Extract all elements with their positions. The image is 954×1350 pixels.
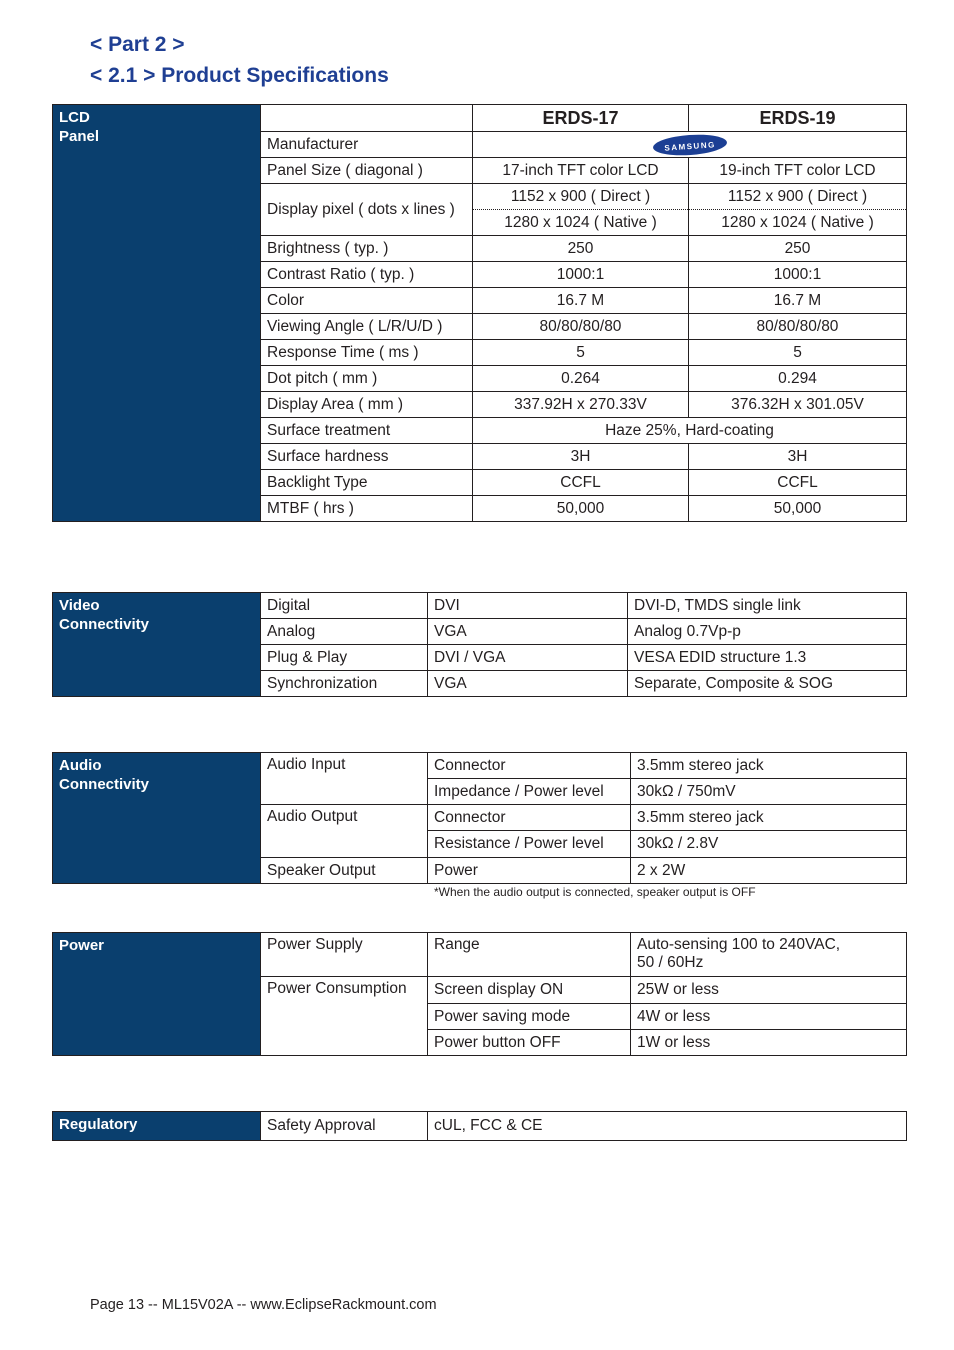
spec-label: Manufacturer: [261, 132, 473, 158]
spec-value-19: 376.32H x 301.05V: [689, 392, 907, 418]
spec-value-17: 80/80/80/80: [473, 314, 689, 340]
power-table: [52, 932, 907, 1056]
spec-value: 3.5mm stereo jack: [631, 805, 907, 831]
spec-value-17: 1000:1: [473, 262, 689, 288]
detail-value: Analog 0.7Vp-p: [628, 619, 907, 645]
spec-label: Color: [261, 288, 473, 314]
regulatory-section-label: Regulatory: [53, 1112, 261, 1141]
spec-value-19: 0.294: [689, 366, 907, 392]
spec-key: Power: [428, 858, 631, 884]
spec-value-17: 0.264: [473, 366, 689, 392]
spec-label: Plug & Play: [261, 645, 428, 671]
spec-value: cUL, FCC & CE: [428, 1112, 907, 1141]
spec-label: Digital: [261, 593, 428, 619]
spec-value-17: CCFL: [473, 470, 689, 496]
spec-value-17: 16.7 M: [473, 288, 689, 314]
spec-key: Impedance / Power level: [428, 779, 631, 805]
regulatory-table: [52, 1111, 907, 1141]
spec-value: 3.5mm stereo jack: [631, 753, 907, 779]
spec-value-19: 16.7 M: [689, 288, 907, 314]
model-header-erds17: ERDS-17: [473, 105, 689, 132]
spec-label: Brightness ( typ. ): [261, 236, 473, 262]
part-heading: < Part 2 >: [90, 33, 185, 56]
spec-value-19: 80/80/80/80: [689, 314, 907, 340]
model-header-erds19: ERDS-19: [689, 105, 907, 132]
detail-value: VESA EDID structure 1.3: [628, 645, 907, 671]
interface-value: VGA: [428, 619, 628, 645]
detail-value: DVI-D, TMDS single link: [628, 593, 907, 619]
spec-label: Surface treatment: [261, 418, 473, 444]
spec-value-19: CCFL: [689, 470, 907, 496]
spec-label: Display Area ( mm ): [261, 392, 473, 418]
spec-key: Power saving mode: [428, 1004, 631, 1030]
spec-label: Response Time ( ms ): [261, 340, 473, 366]
spec-key: Connector: [428, 753, 631, 779]
spec-value: 25W or less: [631, 977, 907, 1004]
interface-value: VGA: [428, 671, 628, 697]
spec-key: Range: [428, 933, 631, 977]
manufacturer-value: [473, 132, 907, 158]
spec-label: MTBF ( hrs ): [261, 496, 473, 522]
video-connectivity-table: [52, 592, 907, 697]
spec-value-19: 3H: [689, 444, 907, 470]
spec-label: Speaker Output: [261, 858, 428, 884]
spec-label: Safety Approval: [261, 1112, 428, 1141]
spec-value: 2 x 2W: [631, 858, 907, 884]
spec-value: 1W or less: [631, 1030, 907, 1056]
interface-value: DVI / VGA: [428, 645, 628, 671]
spec-value-19: 1000:1: [689, 262, 907, 288]
video-section-label: Video Connectivity: [53, 593, 261, 697]
spec-label: Power Supply: [261, 933, 428, 977]
spec-value-shared: Haze 25%, Hard-coating: [473, 418, 907, 444]
spec-value-17: 337.92H x 270.33V: [473, 392, 689, 418]
spec-value: 30kΩ / 750mV: [631, 779, 907, 805]
samsung-logo-text: SAMSUNG: [663, 139, 716, 153]
spec-value: 30kΩ / 2.8V: [631, 831, 907, 858]
spec-value-17: 5: [473, 340, 689, 366]
spec-label: Backlight Type: [261, 470, 473, 496]
spec-label: Analog: [261, 619, 428, 645]
spec-label: Audio Output: [261, 805, 428, 858]
audio-footnote: *When the audio output is connected, speaker output is OFF: [434, 885, 756, 899]
spec-value-19: 250: [689, 236, 907, 262]
spec-label: Audio Input: [261, 753, 428, 805]
spec-value-19: 1152 x 900 ( Direct ): [689, 184, 907, 210]
spec-key: Power button OFF: [428, 1030, 631, 1056]
spec-value-19: 5: [689, 340, 907, 366]
interface-value: DVI: [428, 593, 628, 619]
spec-value-17: 250: [473, 236, 689, 262]
lcd-section-label: LCD Panel: [53, 105, 261, 522]
spec-value-17: 17-inch TFT color LCD: [473, 158, 689, 184]
lcd-panel-table: [52, 104, 907, 522]
section-heading: < 2.1 > Product Specifications: [90, 64, 389, 87]
spec-label: Synchronization: [261, 671, 428, 697]
spec-value: 4W or less: [631, 1004, 907, 1030]
power-section-label: Power: [53, 933, 261, 1056]
spec-key: Connector: [428, 805, 631, 831]
spec-label: Power Consumption: [261, 977, 428, 1056]
audio-connectivity-table: [52, 752, 907, 884]
spec-label: Contrast Ratio ( typ. ): [261, 262, 473, 288]
spec-value-17: 1152 x 900 ( Direct ): [473, 184, 689, 210]
spec-key: Screen display ON: [428, 977, 631, 1004]
spec-label: Display pixel ( dots x lines ): [261, 184, 473, 236]
page-footer: Page 13 -- ML15V02A -- www.EclipseRackmount.com: [90, 1297, 437, 1313]
empty-header-cell: [261, 105, 473, 132]
spec-label: Dot pitch ( mm ): [261, 366, 473, 392]
spec-label: Viewing Angle ( L/R/U/D ): [261, 314, 473, 340]
spec-value-19: 1280 x 1024 ( Native ): [689, 210, 907, 236]
detail-value: Separate, Composite & SOG: [628, 671, 907, 697]
spec-label: Surface hardness: [261, 444, 473, 470]
spec-value-17: 50,000: [473, 496, 689, 522]
spec-value-17: 1280 x 1024 ( Native ): [473, 210, 689, 236]
spec-value: Auto-sensing 100 to 240VAC, 50 / 60Hz: [631, 933, 907, 977]
samsung-logo: [652, 132, 727, 157]
spec-key: Resistance / Power level: [428, 831, 631, 858]
spec-label: Panel Size ( diagonal ): [261, 158, 473, 184]
spec-value-17: 3H: [473, 444, 689, 470]
spec-value-19: 19-inch TFT color LCD: [689, 158, 907, 184]
spec-value-19: 50,000: [689, 496, 907, 522]
audio-section-label: Audio Connectivity: [53, 753, 261, 884]
